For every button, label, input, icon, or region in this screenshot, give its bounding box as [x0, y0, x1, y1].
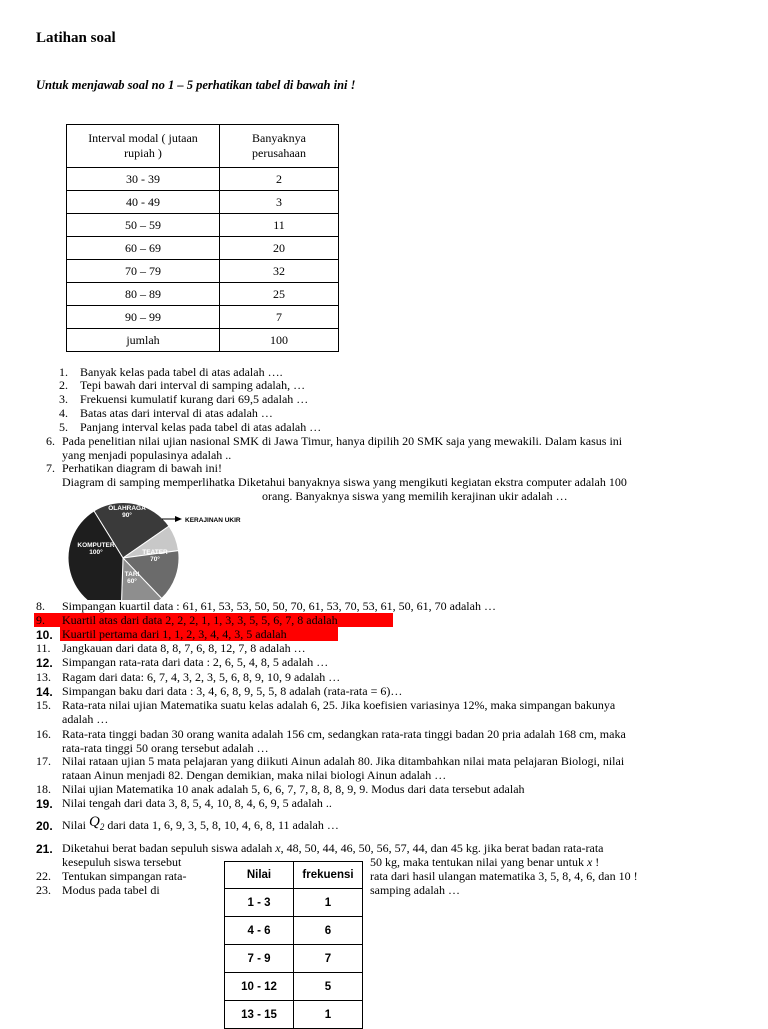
table-row: 30 - 39 2	[67, 168, 339, 191]
q21-line2b: 50 kg, maka tentukan nilai yang benar untuk x !	[370, 855, 600, 869]
q8-number: 8.	[36, 599, 45, 613]
q4-text: Batas atas dari interval di atas adalah …	[80, 406, 273, 420]
table-row: 4 - 6 6	[225, 917, 363, 945]
pie-chart	[60, 496, 260, 600]
table1-header-interval: Interval modal ( jutaan rupiah )	[67, 125, 220, 168]
table1-header-count: Banyaknya perusahaan	[220, 125, 339, 168]
q2-text: Tepi bawah dari interval di samping adalah, …	[80, 378, 306, 392]
q3-text: Frekuensi kumulatif kurang dari 69,5 adalah …	[80, 392, 309, 406]
pie-label-olahraga-deg: 90°	[122, 512, 132, 519]
q19-text: Nilai tengah dari data 3, 8, 5, 4, 10, 8, 4, 6, 9, 5 adalah ..	[62, 796, 332, 810]
table2-header-nilai: Nilai	[225, 862, 294, 889]
q16-line1: Rata-rata tinggi badan 30 orang wanita adalah 156 cm, sedangkan rata-rata tinggi badan 20 pria adalah 168 cm, maka	[62, 727, 626, 741]
table-row: 1 - 3 1	[225, 889, 363, 917]
table-row: 90 – 99 7	[67, 306, 339, 329]
table-row: 7 - 9 7	[225, 945, 363, 973]
q7-line1: Perhatikan diagram di bawah ini!	[62, 461, 222, 475]
q21-line1: Diketahui berat badan sepuluh siswa adalah x, 48, 50, 44, 46, 50, 56, 57, 44, dan 45 kg. jika berat badan rata-rata	[62, 841, 604, 855]
table2-header-frekuensi: frekuensi	[294, 862, 363, 889]
frequency-table	[224, 861, 363, 1029]
q5-text: Panjang interval kelas pada tabel di atas adalah …	[80, 420, 322, 434]
q5-number: 5.	[59, 420, 68, 434]
pie-label-teater: TEATER	[142, 549, 168, 556]
pie-label-komputer-deg: 100°	[89, 549, 103, 556]
q9-number: 9.	[36, 613, 45, 627]
table-row: jumlah 100	[67, 329, 339, 352]
pie-label-olahraga: OLAHRAGA	[108, 505, 146, 512]
table-row: 40 - 49 3	[67, 191, 339, 214]
q15-line1: Rata-rata nilai ujian Matematika suatu kelas adalah 6, 25. Jika koefisien variasinya 12%, maka simpangan bakunya	[62, 698, 616, 712]
q20-number: 20.	[36, 819, 53, 833]
q10-text: Kuartil pertama dari 1, 1, 2, 3, 4, 4, 3, 5 adalah	[62, 627, 287, 641]
q21-number: 21.	[36, 842, 53, 856]
q14-number: 14.	[36, 685, 53, 699]
q6-number: 6.	[46, 434, 55, 448]
q14-text: Simpangan baku dari data : 3, 4, 6, 8, 9, 5, 5, 8 adalah (rata-rata = 6)…	[62, 684, 403, 698]
q15-line2: adalah …	[62, 712, 109, 726]
q13-number: 13.	[36, 670, 51, 684]
table-row: 80 – 89 25	[67, 283, 339, 306]
q7-line3: orang. Banyaknya siswa yang memilih kerajinan ukir adalah …	[262, 489, 568, 503]
instruction: Untuk menjawab soal no 1 – 5 perhatikan tabel di bawah ini !	[36, 78, 356, 92]
q9-text: Kuartil atas dari data 2, 2, 2, 1, 1, 3, 3, 5, 5, 6, 7, 8 adalah	[62, 613, 338, 627]
q18-number: 18.	[36, 782, 51, 796]
q22-text-b: rata dari hasil ulangan matematika 3, 5, 8, 4, 6, dan 10 !	[370, 869, 638, 883]
q1-text: Banyak kelas pada tabel di atas adalah ….	[80, 365, 283, 379]
q6-line1: Pada penelitian nilai ujian nasional SMK di Jawa Timur, hanya dipilih 20 SMK saja yang mewakili. Dalam kasus ini	[62, 434, 623, 448]
pie-label-teater-deg: 70°	[150, 556, 160, 563]
q17-line1: Nilai rataan ujian 5 mata pelajaran yang diikuti Ainun adalah 80. Jika ditambahkan nilai mata pelajaran Biologi, nilai	[62, 754, 625, 768]
table-row: 13 - 15 1	[225, 1001, 363, 1029]
q16-number: 16.	[36, 727, 51, 741]
q6-line2: yang menjadi populasinya adalah ..	[62, 448, 232, 462]
table-row: 60 – 69 20	[67, 237, 339, 260]
q4-number: 4.	[59, 406, 68, 420]
table-row: 70 – 79 32	[67, 260, 339, 283]
table-row: 10 - 12 5	[225, 973, 363, 1001]
q13-text: Ragam dari data: 6, 7, 4, 3, 2, 3, 5, 6, 8, 9, 10, 9 adalah …	[62, 670, 341, 684]
q2-symbol: $Q_2$	[89, 814, 105, 832]
q2-number: 2.	[59, 378, 68, 392]
q12-text: Simpangan rata-rata dari data : 2, 6, 5, 4, 8, 5 adalah …	[62, 655, 329, 669]
q8-text: Simpangan kuartil data : 61, 61, 53, 53, 50, 50, 70, 61, 53, 70, 53, 61, 50, 61, 70 adalah …	[62, 599, 496, 613]
q22-text-a: Tentukan simpangan rata-	[62, 869, 187, 883]
q20-text: Nilai $Q_2$ dari data 1, 6, 9, 3, 5, 8, 10, 4, 6, 8, 11 adalah …	[62, 814, 339, 832]
q23-number: 23.	[36, 883, 51, 897]
interval-table	[66, 124, 339, 352]
q10-number: 10.	[36, 628, 53, 642]
q12-number: 12.	[36, 656, 53, 670]
q11-number: 11.	[36, 641, 51, 655]
q17-number: 17.	[36, 754, 51, 768]
q21-line2a: kesepuluh siswa tersebut	[62, 855, 182, 869]
q17-line2: rataan Ainun menjadi 82. Dengan demikian, maka nilai biologi Ainun adalah …	[62, 768, 447, 782]
pie-label-tari-deg: 60°	[127, 578, 137, 585]
q19-number: 19.	[36, 797, 53, 811]
page-title: Latihan soal	[36, 30, 116, 46]
q7-line2: Diagram di samping memperlihatka Diketahui banyaknya siswa yang mengikuti kegiatan ekstra computer adalah 100	[62, 475, 627, 489]
q23-text-a: Modus pada tabel di	[62, 883, 160, 897]
q18-text: Nilai ujian Matematika 10 anak adalah 5, 6, 6, 7, 7, 8, 8, 8, 9, 9. Modus dari data tersebut adalah	[62, 782, 525, 796]
table-row: 50 – 59 11	[67, 214, 339, 237]
pie-label-kerajinan: KERAJINAN UKIR	[185, 517, 241, 524]
q7-number: 7.	[46, 461, 55, 475]
q3-number: 3.	[59, 392, 68, 406]
q23-text-b: samping adalah …	[370, 883, 460, 897]
pie-label-komputer: KOMPUTER	[77, 542, 115, 549]
q22-number: 22.	[36, 869, 51, 883]
q15-number: 15.	[36, 698, 51, 712]
q16-line2: rata-rata tinggi 50 orang tersebut adalah …	[62, 741, 269, 755]
q1-number: 1.	[59, 365, 68, 379]
pie-label-tari: TARI	[124, 571, 140, 578]
q11-text: Jangkauan dari data 8, 8, 7, 6, 8, 12, 7, 8 adalah …	[62, 641, 306, 655]
